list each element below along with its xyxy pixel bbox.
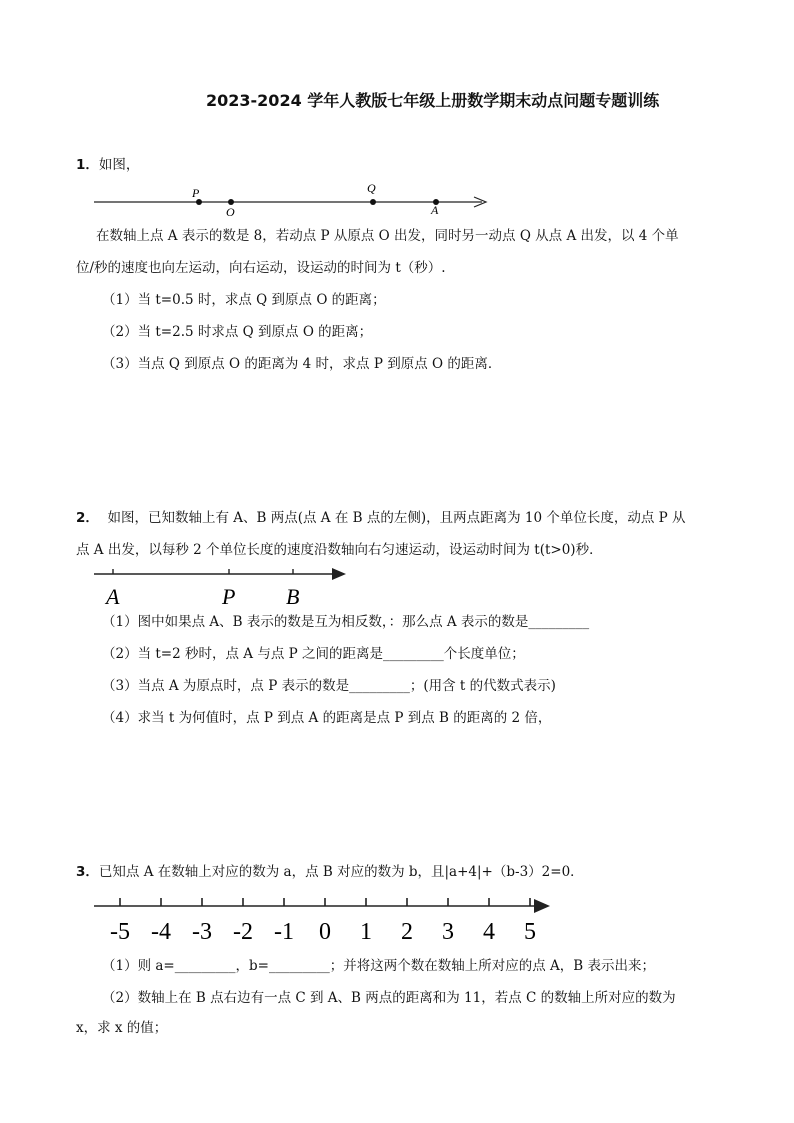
q3-tick-label: 2 [401, 919, 413, 945]
q1-part-1: （1）当 t=0.5 时，求点 Q 到原点 O 的距离； [102, 292, 386, 308]
page-title: 2023-2024 学年人教版七年级上册数学期末动点问题专题训练 [206, 91, 660, 110]
q1-number-line-figure [90, 178, 500, 220]
q1-part-3: （3）当点 Q 到原点 O 的距离为 4 时，求点 P 到原点 O 的距离． [102, 356, 502, 372]
q3-number-line-figure [90, 892, 560, 948]
q2-label-p: P [222, 584, 236, 609]
q3-tick-label: -2 [233, 919, 253, 945]
q2-label-b: B [286, 584, 300, 609]
question-1-intro: 如图， [98, 157, 140, 173]
q1-label-o: O [226, 205, 235, 219]
q3-tick-label: -5 [110, 919, 130, 945]
question-2-number: 2． [76, 510, 99, 526]
q3-line-1-text: 已知点 A 在数轴上对应的数为 a，点 B 对应的数为 b，且|a+4|+（b-3）2=0． [98, 864, 584, 880]
q3-tick-label: 5 [524, 919, 536, 945]
q3-tick-label: 3 [442, 919, 454, 945]
q2-label-a: A [106, 584, 120, 609]
q3-tick-label: -1 [274, 919, 294, 945]
question-3-number: 3． [76, 864, 99, 880]
q1-body-line-1: 在数轴上点 A 表示的数是 8，若动点 P 从原点 O 出发，同时另一动点 Q 从点 A 出发，以 4 个单 [96, 228, 679, 244]
q3-tick-label: -3 [192, 919, 212, 945]
q2-axis-arrow [332, 568, 346, 580]
question-1-number: 1． [76, 157, 99, 173]
q1-label-q: Q [367, 181, 376, 195]
q3-line-1 [76, 862, 584, 882]
q2-part-4: （4）求当 t 为何值时，点 P 到点 A 的距离是点 P 到点 B 的距离的 2 倍， [102, 710, 552, 726]
q3-axis-arrow [534, 899, 550, 913]
q2-part-3: （3）当点 A 为原点时，点 P 表示的数是_________；(用含 t 的代数式表示) [102, 678, 556, 694]
q3-part-1: （1）则 a=_________，b=_________；并将这两个数在数轴上所对应的点 A，B 表示出来； [102, 958, 655, 974]
q1-body-line-2: 位/秒的速度也向左运动，向右运动，设运动的时间为 t（秒）. [76, 260, 446, 276]
q3-tick-label: 4 [483, 919, 495, 945]
q1-label-a: A [431, 203, 439, 217]
q1-label-p: P [192, 186, 200, 200]
q3-part-2-continued: x，求 x 的值； [76, 1020, 168, 1036]
q2-line-1 [76, 508, 686, 528]
q1-point-q [370, 199, 376, 205]
q3-part-2: （2）数轴上在 B 点右边有一点 C 到 A、B 两点的距离和为 11，若点 C 的数轴上所对应的数为 [102, 990, 676, 1006]
question-1-header [76, 155, 139, 175]
q1-part-2: （2）当 t=2.5 时求点 Q 到原点 O 的距离； [102, 324, 373, 340]
q2-number-line-figure [90, 562, 360, 610]
q3-tick-label: 0 [319, 919, 331, 945]
q2-line-2: 点 A 出发，以每秒 2 个单位长度的速度沿数轴向右匀速运动，设运动时间为 t(t>0)秒． [76, 542, 603, 558]
q2-part-2: （2）当 t=2 秒时，点 A 与点 P 之间的距离是_________个长度单位； [102, 646, 525, 662]
q2-line-1-text: 如图，已知数轴上有 A、B 两点(点 A 在 B 点的左侧)，且两点距离为 10 个单位长度，动点 P 从 [107, 510, 686, 526]
q2-part-1: （1）图中如果点 A、B 表示的数是互为相反数，：那么点 A 表示的数是_________ [102, 614, 590, 630]
q3-tick-label: -4 [151, 919, 171, 945]
q3-tick-label: 1 [360, 919, 372, 945]
